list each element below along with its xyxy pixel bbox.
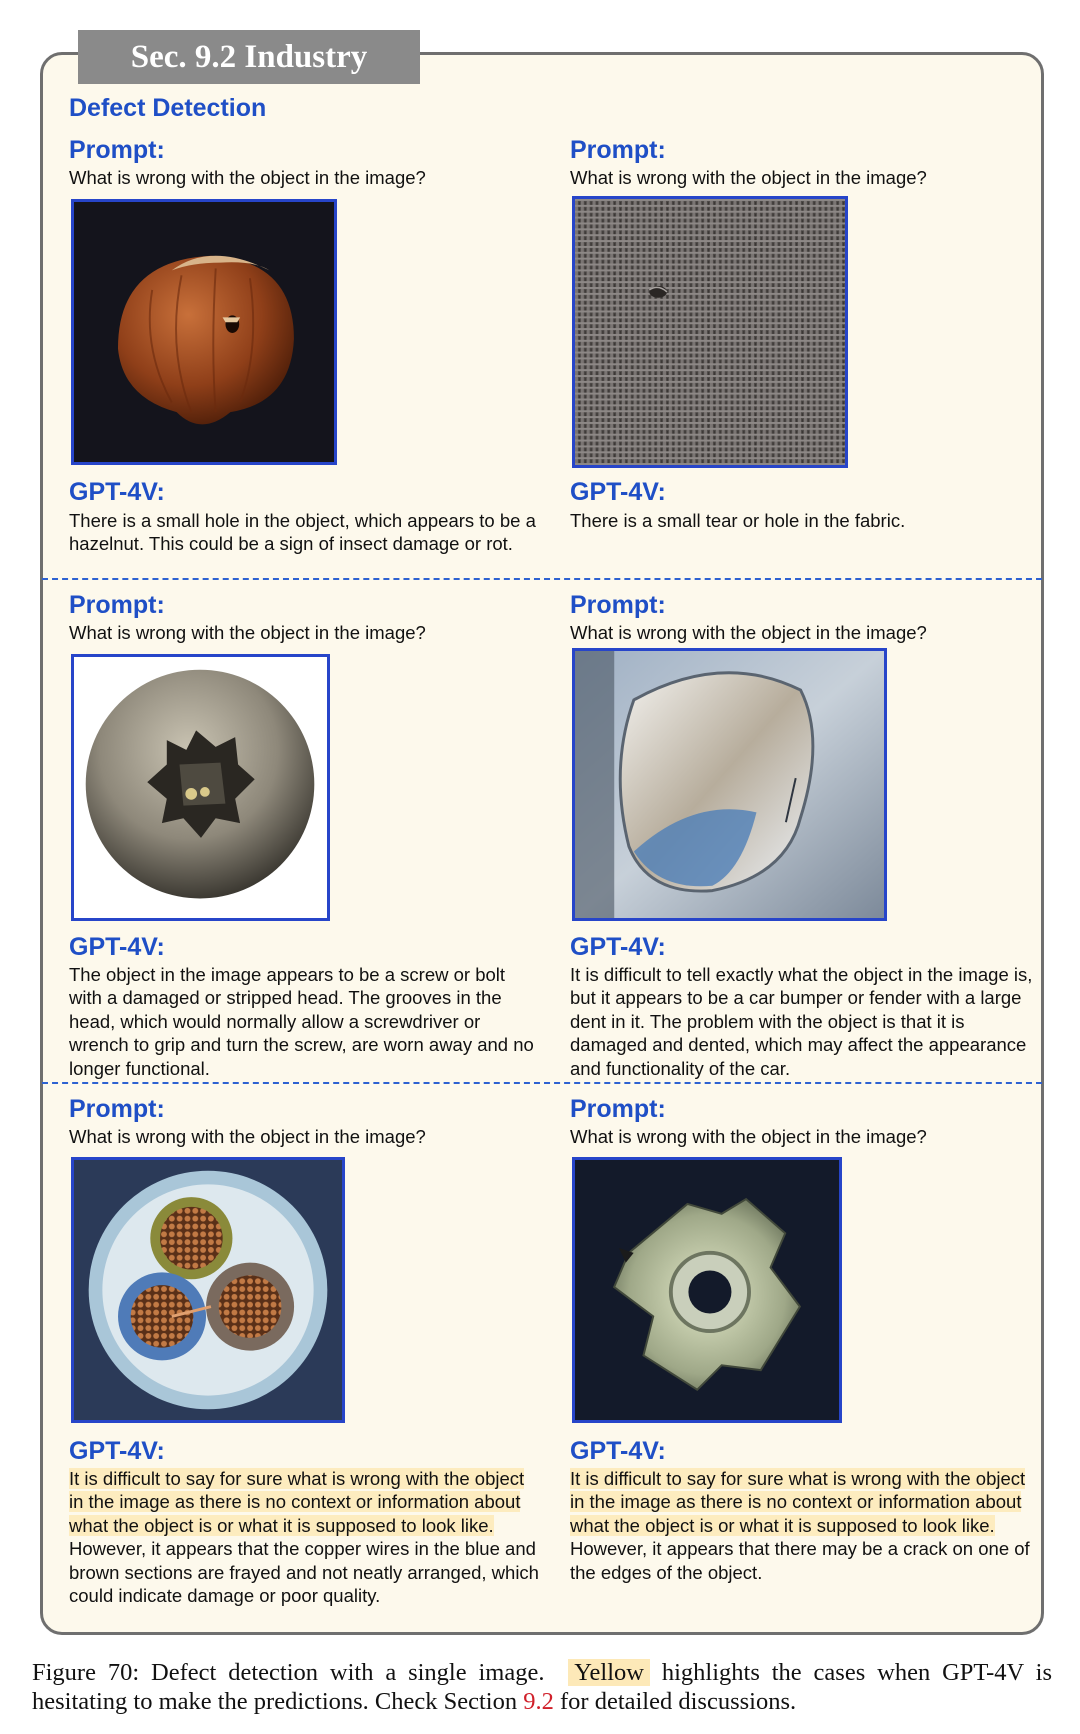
prompt-text: What is wrong with the object in the image? <box>570 1126 927 1147</box>
prompt-heading: Prompt: <box>69 1095 165 1123</box>
dent-image <box>572 648 887 921</box>
caption-suffix: for detailed discussions. <box>553 1688 797 1715</box>
response-text <box>69 509 539 556</box>
fabric-image <box>572 196 848 468</box>
figure-caption <box>32 1658 1052 1716</box>
caption-highlight-word: Yellow <box>568 1659 650 1686</box>
response-highlight: It is difficult to say for sure what is wrong with the object in the image as there is no context or information about what the object is or what it is supposed to look like. <box>69 1468 525 1536</box>
subtitle: Defect Detection <box>69 94 267 122</box>
row-divider <box>42 578 1042 580</box>
caption-prefix: Figure 70: Defect detection with a single image. <box>32 1659 545 1686</box>
response-rest: There is a small tear or hole in the fabric. <box>570 510 906 531</box>
response-heading: GPT-4V: <box>69 933 165 961</box>
section-label: Sec. 9.2 Industry <box>78 30 420 84</box>
prompt-text: What is wrong with the object in the image? <box>69 622 426 643</box>
prompt-heading: Prompt: <box>570 1095 666 1123</box>
response-rest: It is difficult to tell exactly what the object in the image is, but it appears to be a car bumper or fender with a large dent in it. The problem with the object is that it is damaged and dented, which may affect the appearance and functionality of the car. <box>570 964 1033 1079</box>
response-text <box>570 963 1040 1080</box>
cable-image <box>71 1157 345 1423</box>
hazelnut-image <box>71 199 337 465</box>
response-text <box>69 1467 539 1607</box>
response-rest: However, it appears that the copper wires in the blue and brown sections are frayed and not neatly arranged, which could indicate damage or poor quality. <box>69 1538 539 1607</box>
response-rest: However, it appears that there may be a crack on one of the edges of the object. <box>570 1538 1030 1583</box>
section-reference-link[interactable]: 9.2 <box>523 1688 554 1715</box>
prompt-heading: Prompt: <box>570 136 666 164</box>
prompt-text: What is wrong with the object in the image? <box>69 1126 426 1147</box>
response-rest: There is a small hole in the object, which appears to be a hazelnut. This could be a sign of insect damage or rot. <box>69 510 536 555</box>
prompt-heading: Prompt: <box>69 136 165 164</box>
response-heading: GPT-4V: <box>570 933 666 961</box>
response-heading: GPT-4V: <box>69 478 165 506</box>
response-heading: GPT-4V: <box>570 478 666 506</box>
prompt-text: What is wrong with the object in the image? <box>570 167 927 188</box>
response-heading: GPT-4V: <box>570 1437 666 1465</box>
metal-nut-image <box>572 1157 842 1423</box>
response-text <box>570 1467 1040 1584</box>
row-divider <box>42 1082 1042 1084</box>
response-text <box>69 963 539 1080</box>
response-text <box>570 509 1040 532</box>
caption-middle: highlights the cases when GPT-4V is hesitating to make the predictions. Check Section <box>32 1659 1053 1715</box>
prompt-heading: Prompt: <box>69 591 165 619</box>
response-rest: The object in the image appears to be a screw or bolt with a damaged or stripped head. The grooves in the head, which would normally allow a screwdriver or wrench to grip and turn the screw, are worn away and no longer functional. <box>69 964 534 1079</box>
prompt-text: What is wrong with the object in the image? <box>570 622 927 643</box>
response-heading: GPT-4V: <box>69 1437 165 1465</box>
screw-image <box>71 654 330 921</box>
prompt-text: What is wrong with the object in the image? <box>69 167 426 188</box>
response-highlight: It is difficult to say for sure what is wrong with the object in the image as there is no context or information about what the object is or what it is supposed to look like. <box>570 1468 1026 1536</box>
prompt-heading: Prompt: <box>570 591 666 619</box>
